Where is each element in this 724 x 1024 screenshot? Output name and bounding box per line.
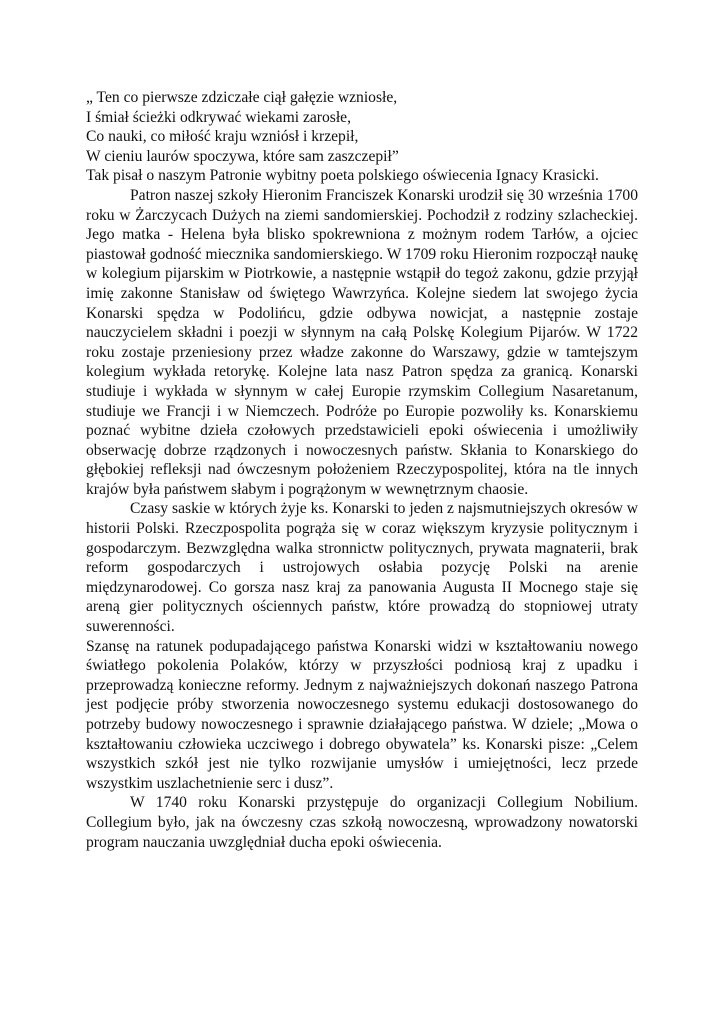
poem-line: „ Ten co pierwsze zdziczałe ciął gałęzie wzniosłe,: [86, 89, 398, 106]
paragraph-biography: Patron naszej szkoły Hieronim Franciszek Konarski urodził się 30 września 1700 roku w Żarczycach Dużych na ziemi sandomierskiej. Pochodził z rodziny szlacheckiej. Jego matka - Helena była blisko spokrewniona z możnym rodem Tarłów, a ojciec piastował godność miecznika sandomierskiego. W 1709 roku Hieronim rozpoczął naukę w kolegium pijarskim w Piotrkowie, a następnie wstąpił do tegoż zakonu, gdzie przyjął imię zakonne Stanisław od świętego Wawrzyńca. Kolejne siedem lat swojego życia Konarski spędza w Podolińcu, gdzie odbywa nowicjat, a następnie zostaje nauczycielem składni i poezji w słynnym na całą Polskę Kolegium Pijarów. W 1722 roku zostaje przeniesiony przez władze zakonne do Warszawy, gdzie w tamtejszym kolegium wykłada retorykę. Kolejne lata nasz Patron spędza za granicą. Konarski studiuje i wykłada w słynnym w całej Europie rzymskim Collegium Nasaretanum, studiuje we Francji i w Niemczech. Podróże po Europie pozwoliły ks. Konarskiemu poznać wybitne dzieła czołowych przedstawicieli epoki oświecenia i umożliwiły obserwację dobrze rządzonych i nowoczesnych państw. Skłania to Konarskiego do głębokiej refleksji nad ówczesnym położeniem Rzeczypospolitej, która na tle innych krajów była państwem słabym i pogrążonym w wewnętrznym chaosie.: [86, 186, 638, 498]
document-body: [86, 88, 638, 852]
poem-line: W cieniu laurów spoczywa, które sam zaszczepił”: [86, 147, 399, 165]
paragraph-krasicki-attribution: Tak pisał o naszym Patronie wybitny poeta polskiego oświecenia Ignacy Krasicki.: [86, 167, 599, 185]
poem-line: Co nauki, co miłość kraju wzniósł i krzepił,: [86, 128, 359, 146]
paragraph-collegium-nobilium: W 1740 roku Konarski przystępuje do organizacji Collegium Nobilium. Collegium było, jak na ówczesny czas szkołą nowoczesną, wprowadzony nowatorski program nauczania uwzględniał ducha epoki oświecenia.: [86, 794, 638, 851]
poem-line: I śmiał ścieżki odkrywać wiekami zarosłe,: [86, 108, 351, 126]
paragraph-education-reform: Szansę na ratunek podupadającego państwa Konarski widzi w kształtowaniu nowego światłego pokolenia Polaków, którzy w przyszłości podniosą kraj z upadku i przeprowadzą konieczne reformy. Jednym z najważniejszych dokonań naszego Patrona jest podjęcie próby stworzenia nowoczesnego systemu edukacji dostosowanego do potrzeby budowy nowoczesnego i sprawnie działającego państwa. W dziele; „Mowa o kształtowaniu człowieka uczciwego i dobrego obywatela” ks. Konarski pisze: „Celem wszystkich szkół jest nie tylko rozwijanie umysłów i umiejętności, lecz przede wszystkim uszlachetnienie serc i dusz”.: [86, 637, 638, 792]
paragraph-saxon-era: Czasy saskie w których żyje ks. Konarski to jeden z najsmutniejszych okresów w historii Polski. Rzeczpospolita pogrąża się w coraz większym kryzysie politycznym i gospodarczym. Bezwzględna walka stronnictw politycznych, prywata magnaterii, brak reform gospodarczych i ustrojowych osłabia pozycję Polski na arenie międzynarodowej. Co gorsza nasz kraj za panowania Augusta II Mocnego staje się areną gier politycznych ościennych państw, które prowadzą do stopniowej utraty suwerenności.: [86, 500, 638, 636]
